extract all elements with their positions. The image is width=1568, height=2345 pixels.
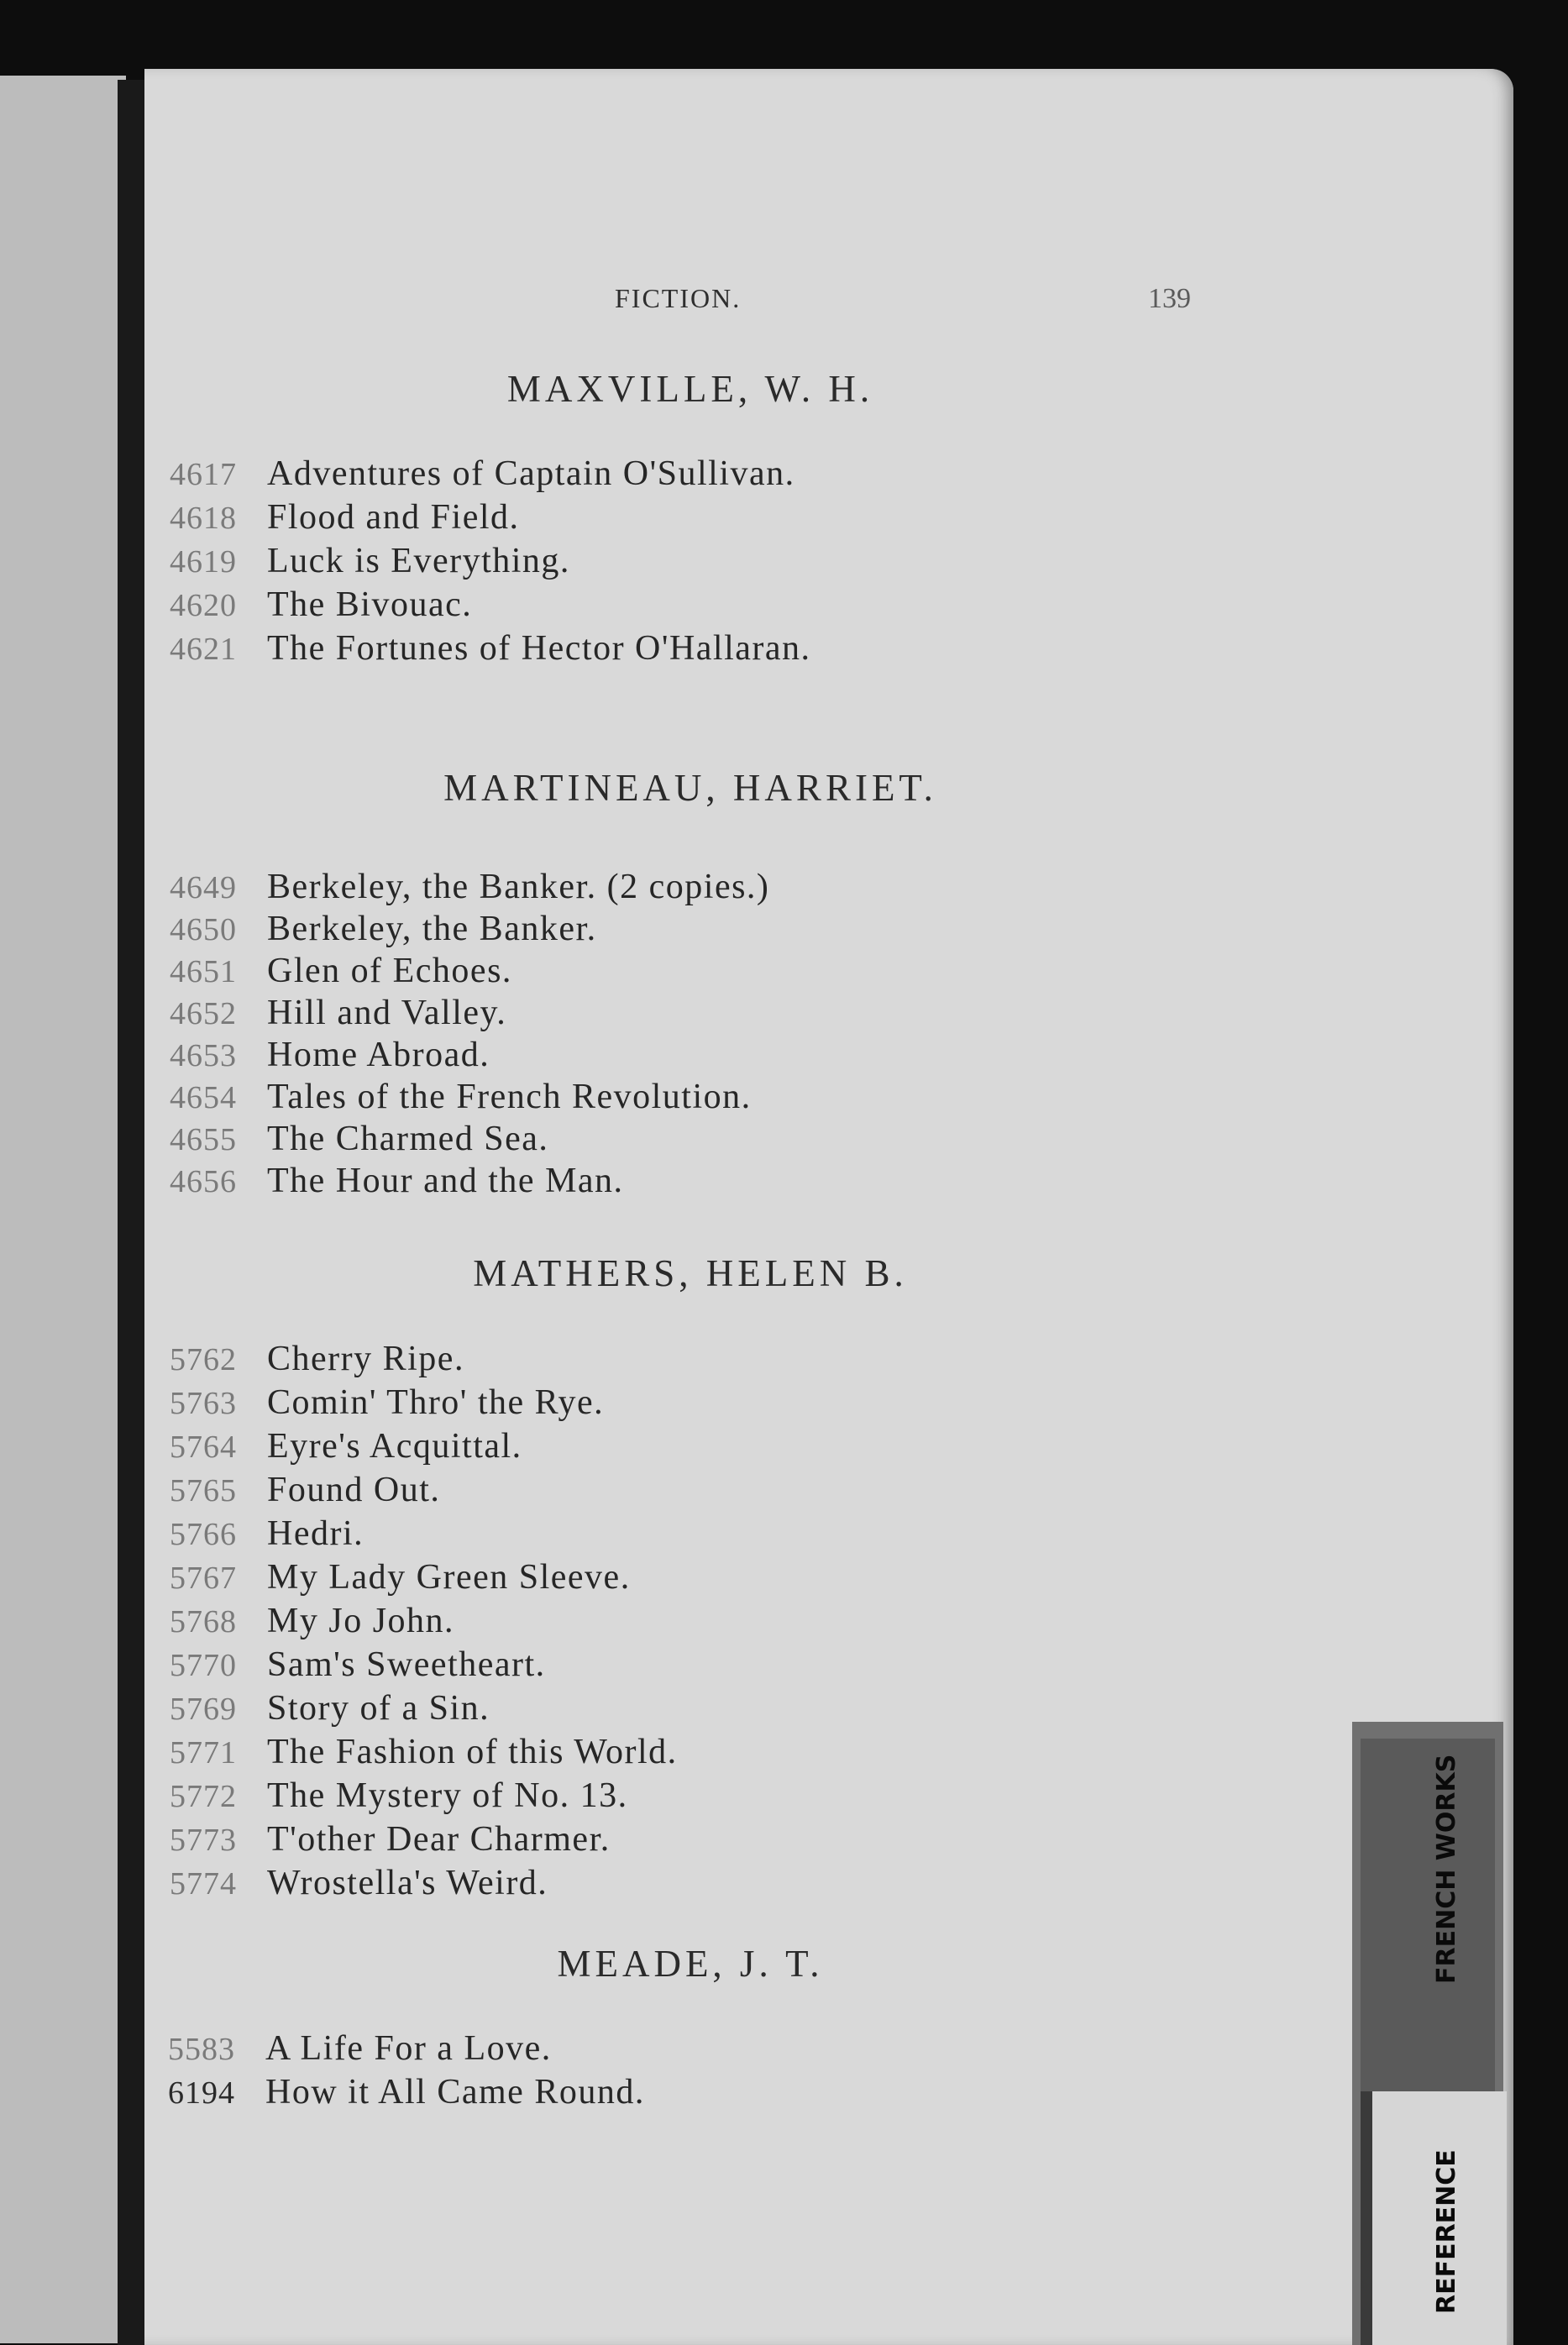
entry-title: My Lady Green Sleeve. [267,1558,631,1597]
catalog-entry [170,1035,490,1078]
entry-number: 4619 [170,544,237,580]
page-number: 139 [1148,283,1191,314]
entry-number: 4618 [170,501,237,536]
author-heading: MARTINEAU, HARRIET. [443,767,937,809]
catalog-entry [170,1470,440,1513]
author-heading: MAXVILLE, W. H. [506,368,874,410]
catalog-entry [170,541,570,585]
entry-number: 5769 [170,1692,237,1727]
french-works-tab [1361,1739,1495,2091]
entry-title: Glen of Echoes. [267,952,512,990]
entry-number: 5583 [168,2032,235,2067]
entry-number: 5772 [170,1779,237,1814]
entry-title: Berkeley, the Banker. [267,910,597,948]
entry-number: 5765 [170,1473,237,1508]
catalog-entry [170,951,512,994]
entry-title: A Life For a Love. [265,2029,552,2068]
entry-number: 5764 [170,1430,237,1465]
entry-title: Comin' Thro' the Rye. [267,1383,605,1422]
entry-number: 4620 [170,588,237,623]
entry-title: Berkeley, the Banker. (2 copies.) [267,868,770,906]
catalog-entry [170,1339,464,1382]
entry-number: 5768 [170,1604,237,1639]
entry-number: 4651 [170,954,237,989]
catalog-entry [170,993,506,1036]
catalog-entry [170,867,769,910]
catalog-entry [170,1161,624,1204]
catalog-page [144,69,1513,2345]
catalog-entry [170,454,795,497]
catalog-entry [170,628,811,672]
entry-title: Wrostella's Weird. [267,1864,548,1902]
catalog-entry [170,1557,631,1601]
french-works-label: FRENCH WORKS [1432,1754,1461,1984]
entry-number: 4650 [170,912,237,947]
running-head-title: FICTION. [615,283,742,313]
catalog-entry [170,1863,548,1907]
entry-title: The Charmed Sea. [267,1120,549,1158]
entry-number: 5767 [170,1561,237,1596]
entry-title: How it All Came Round. [265,2073,645,2112]
entry-title: The Mystery of No. 13. [267,1776,628,1815]
running-head [144,283,1513,333]
entry-title: T'other Dear Charmer. [267,1820,611,1859]
entry-title: Story of a Sin. [267,1689,490,1728]
catalog-entry [170,1382,604,1426]
entry-title: Found Out. [267,1471,441,1509]
catalog-entry [170,1819,611,1863]
entry-title: Hill and Valley. [267,994,507,1032]
facing-page-edge [0,76,126,2343]
entry-title: Cherry Ripe. [267,1340,464,1378]
reference-label: REFERENCE [1432,2149,1461,2314]
entry-title: Luck is Everything. [267,542,570,580]
entry-number: 4654 [170,1080,237,1115]
catalog-entry [168,2028,552,2072]
entry-number: 6194 [168,2075,235,2111]
entry-number: 4656 [170,1164,237,1199]
entry-title: Eyre's Acquittal. [267,1427,522,1466]
catalog-entry [170,1601,454,1645]
entry-number: 4621 [170,632,237,667]
catalog-entry [170,1732,678,1776]
entry-title: Hedri. [267,1514,364,1553]
entry-number: 5763 [170,1386,237,1421]
catalog-entry [170,1645,546,1688]
entry-number: 4655 [170,1122,237,1157]
entry-title: My Jo John. [267,1602,455,1640]
catalog-entry [170,1426,522,1470]
entry-number: 5766 [170,1517,237,1552]
entry-number: 4617 [170,457,237,492]
entry-number: 5762 [170,1342,237,1377]
entry-number: 5770 [170,1648,237,1683]
catalog-entry [170,1776,628,1819]
catalog-entry [170,1513,364,1557]
author-heading: MATHERS, HELEN B. [473,1252,908,1294]
author-heading: MEADE, J. T. [557,1943,824,1985]
catalog-entry [170,1119,548,1162]
catalog-entry [170,909,597,952]
catalog-entry [170,585,472,628]
entry-title: The Fortunes of Hector O'Hallaran. [267,629,811,668]
entry-title: The Bivouac. [267,585,473,624]
entry-number: 4652 [170,996,237,1031]
index-tab [1352,1722,1503,2345]
entry-title: Tales of the French Revolution. [267,1078,752,1116]
entry-title: Home Abroad. [267,1036,490,1074]
entry-number: 5771 [170,1735,237,1771]
catalog-entry [168,2072,645,2116]
entry-title: The Hour and the Man. [267,1162,624,1200]
catalog-entry [170,1688,490,1732]
entry-title: Sam's Sweetheart. [267,1645,546,1684]
entry-title: Adventures of Captain O'Sullivan. [267,454,795,493]
entry-number: 4649 [170,870,237,905]
entry-number: 5773 [170,1823,237,1858]
entry-number: 4653 [170,1038,237,1073]
entry-number: 5774 [170,1866,237,1902]
entry-title: The Fashion of this World. [267,1733,678,1771]
catalog-entry [170,1077,752,1120]
entry-title: Flood and Field. [267,498,520,537]
catalog-entry [170,497,520,541]
